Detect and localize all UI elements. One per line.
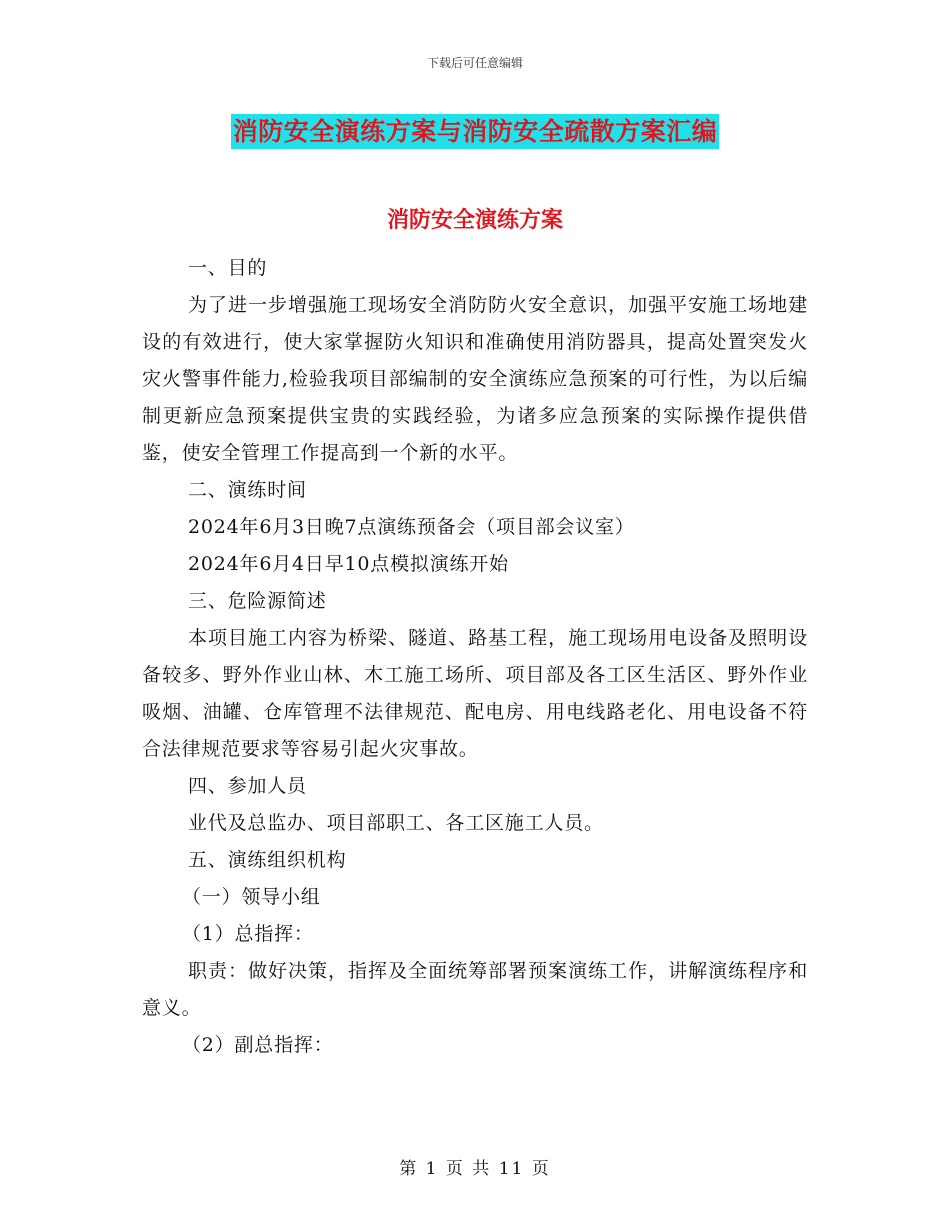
header-note: 下载后可任意编辑	[426, 56, 523, 70]
section-title: 消防安全演练方案	[386, 207, 563, 233]
body-paragraph: 职责：做好决策，指挥及全面统筹部署预案演练工作，讲解演练程序和意义。	[142, 960, 808, 1019]
body-paragraph: （2）副总指挥：	[182, 1034, 334, 1056]
body-paragraph: 五、演练组织机构	[188, 849, 347, 871]
body-paragraph: 本项目施工内容为桥梁、隧道、路基工程，施工现场用电设备及照明设备较多、野外作业山林、木工施工场所、项目部及各工区生活区、野外作业吸烟、油罐、仓库管理不法律规范、配电房、用电线路老化、用电设备不符合法律规范要求等容易引起火灾事故。	[142, 627, 808, 760]
body-paragraph: 二、演练时间	[188, 479, 307, 501]
body-paragraph: 为了进一步增强施工现场安全消防防火安全意识，加强平安施工场地建设的有效进行，使大家掌握防火知识和准确使用消防器具，提高处置突发火灾火警事件能力,检验我项目部编制的安全演练应急预案的可行性，为以后编制更新应急预案提供宝贵的实践经验，为诸多应急预案的实际操作提供借鉴，使安全管理工作提高到一个新的水平。	[142, 294, 808, 464]
document-title	[0, 112, 950, 148]
body-paragraph: （1）总指挥：	[182, 923, 314, 945]
body-paragraph: 三、危险源简述	[188, 590, 327, 612]
body-paragraph: 一、目的	[188, 257, 268, 279]
body-paragraph: 四、参加人员	[188, 775, 307, 797]
body-paragraph: （一）领导小组	[182, 886, 321, 908]
body-paragraph: 2024年6月3日晚7点演练预备会（项目部会议室）	[188, 516, 635, 538]
page-footer: 第 1 页 共 11 页	[399, 1159, 551, 1179]
body-paragraph: 业代及总监办、项目部职工、各工区施工人员。	[188, 812, 604, 834]
document-body	[142, 250, 808, 1064]
body-paragraph: 2024年6月4日早10点模拟演练开始	[188, 553, 509, 575]
document-title-text: 消防安全演练方案与消防安全疏散方案汇编	[231, 114, 720, 149]
